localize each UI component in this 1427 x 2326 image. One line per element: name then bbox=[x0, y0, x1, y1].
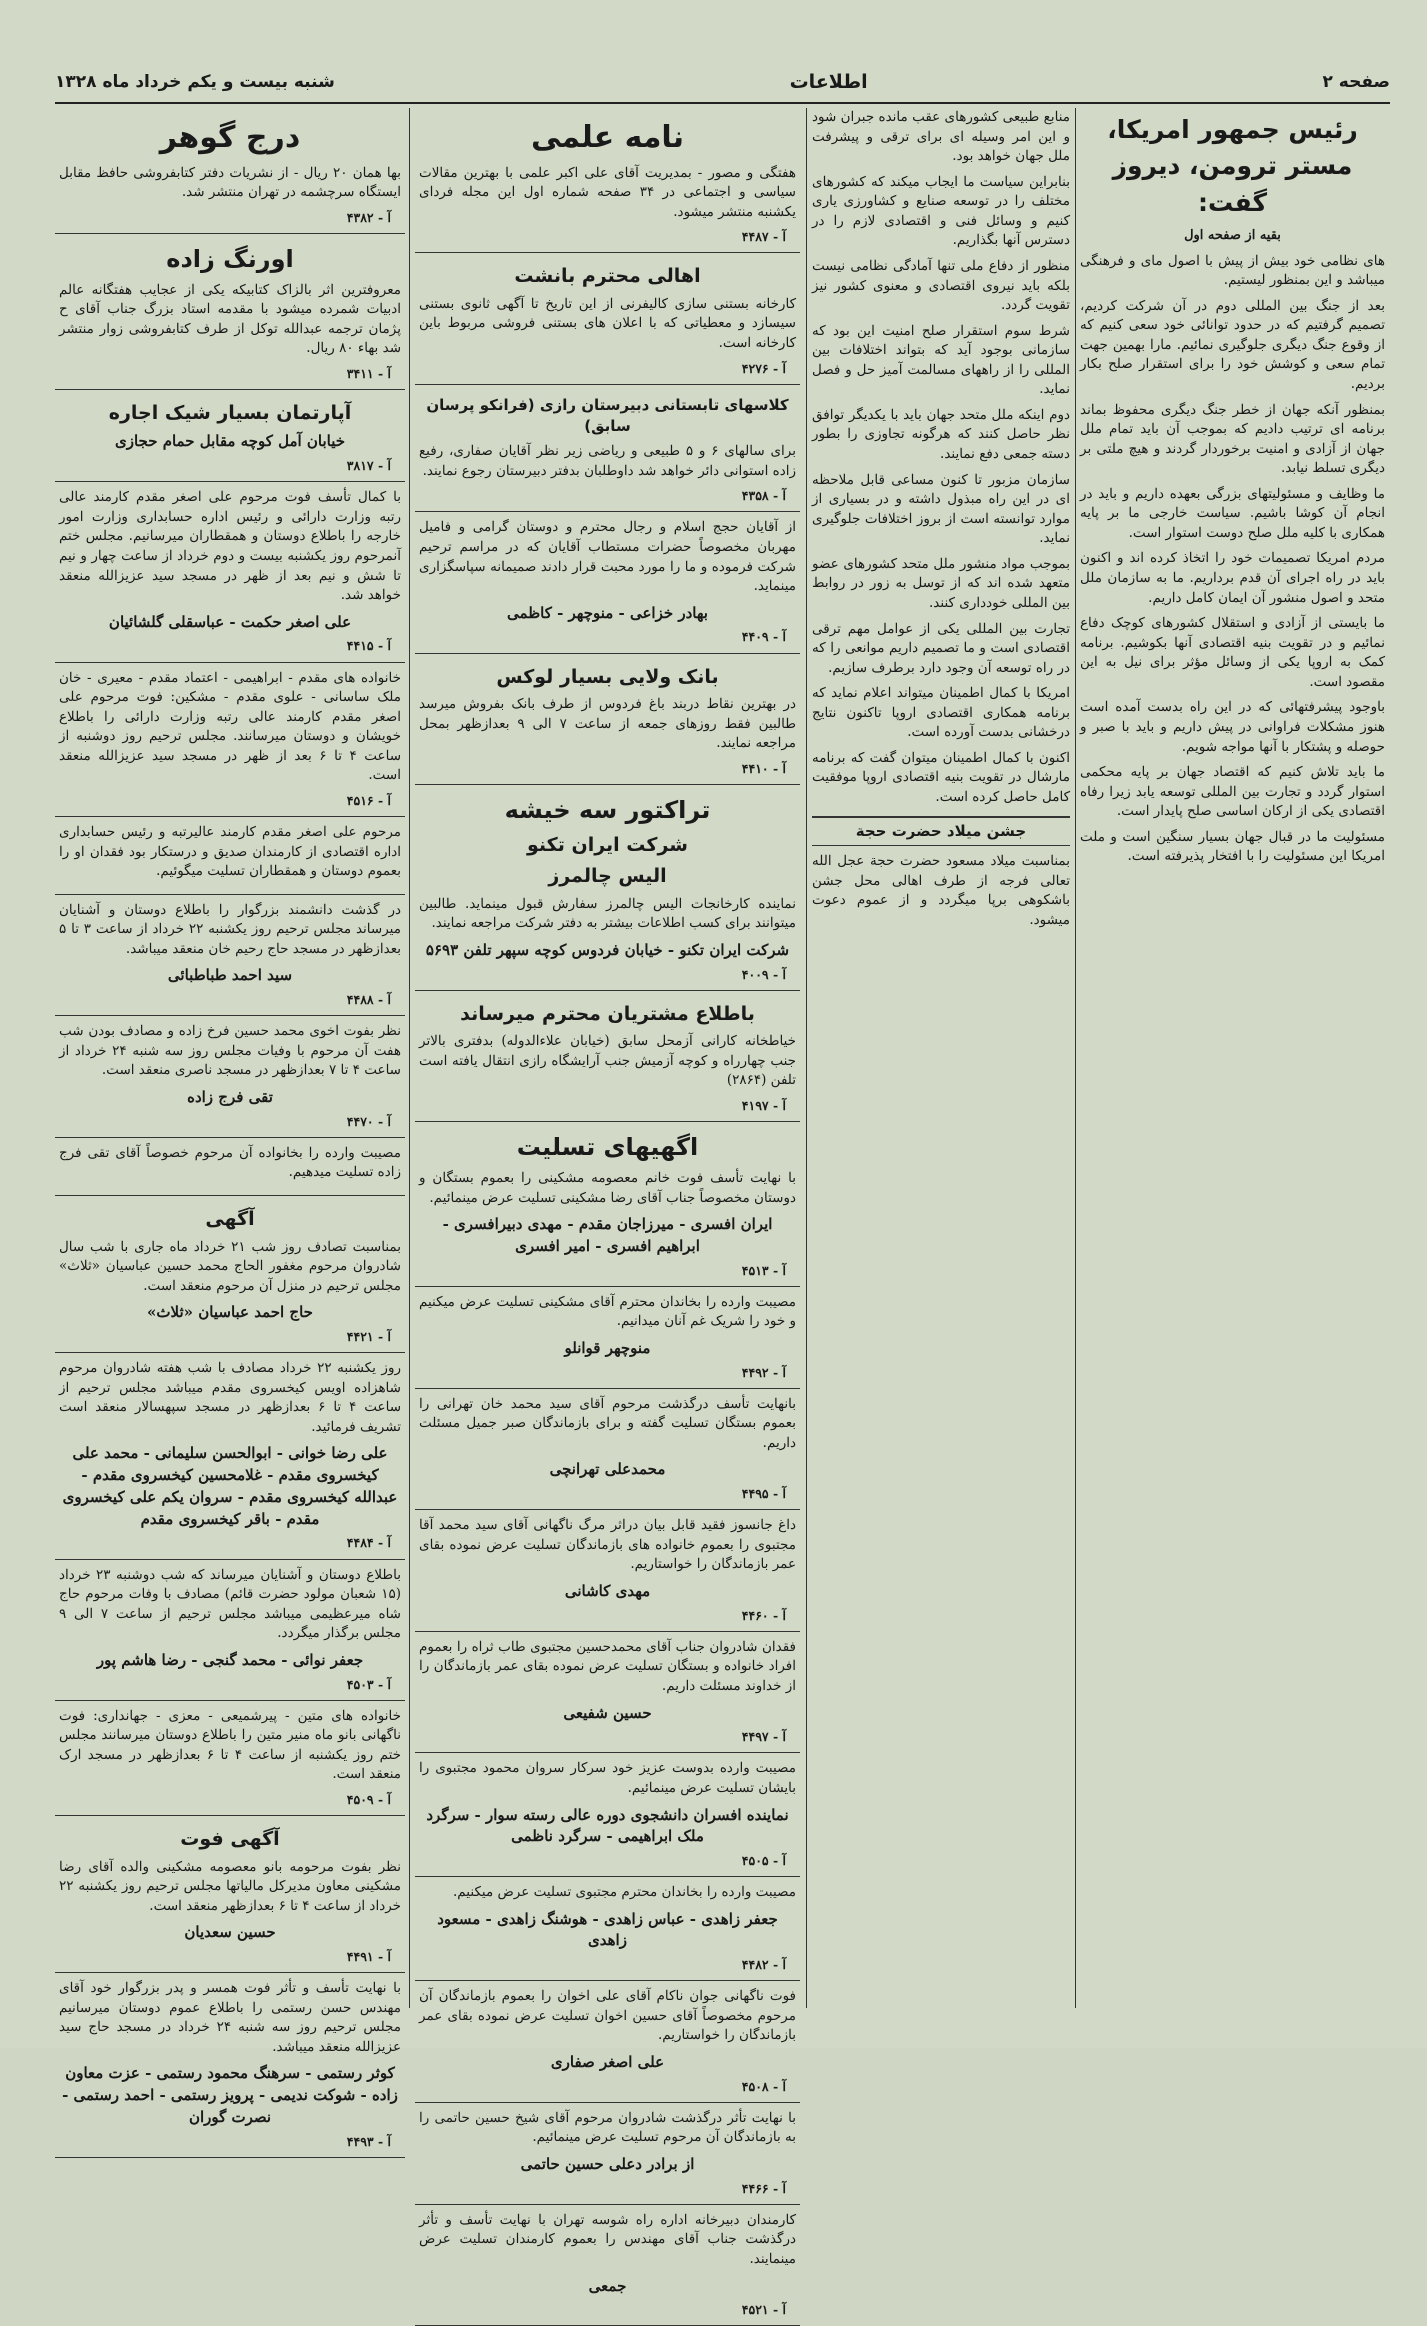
ad-text: نماینده کارخانجات الیس چالمرز سفارش قبول مینماید. طالبین میتوانند برای کسب اطلاعات بیشتر به دفتر شرکت مراجعه نمایند. bbox=[419, 895, 796, 932]
notice-signature: علی اصغر صفاری bbox=[550, 2053, 665, 2072]
notice-signature: از برادر دعلی حسین حاتمی bbox=[520, 2155, 695, 2174]
ad-code: آ - ۴۳۵۸ bbox=[741, 488, 786, 504]
ad-text: خیابان آمل کوچه مقابل حمام حجازی bbox=[114, 432, 346, 451]
celebration-title: جشن میلاد حضرت حجة bbox=[812, 816, 1070, 847]
notice-code: آ - ۴۴۸۲ bbox=[741, 1957, 786, 1973]
ad-code: آ - ۳۸۱۷ bbox=[346, 458, 391, 474]
ad-ice-cream bbox=[415, 253, 800, 384]
ad-title: باطلاع مشتریان محترم میرساند bbox=[460, 1002, 755, 1025]
notice-code: آ - ۴۴۷۰ bbox=[346, 1113, 391, 1129]
notice-code: آ - ۴۴۹۵ bbox=[741, 1486, 786, 1502]
notice-code: آ - ۴۴۶۰ bbox=[741, 1607, 786, 1623]
announcement-text: نظر بفوت مرحومه بانو معصومه مشکینی والده آقای رضا مشکینی معاون مدیرکل مالیاتها مجلس ترحیم روز یکشنبه ۲۲ خرداد از ساعت ۴ تا ۶ بعدازظهر منعقد است. bbox=[59, 1858, 401, 1914]
notice-code: آ - ۴۵۰۸ bbox=[741, 2078, 786, 2094]
article-paragraph: سازمان مزبور تا کنون مساعی قابل ملاحظه ای در این راه مبذول داشته و در بسیاری از موارد توانسته است از بروز اختلافات جلوگیری نماید. bbox=[812, 471, 1070, 547]
article-paragraph: دوم اینکه ملل متحد جهان باید با یکدیگر توافق نظر حاصل کنند که هرگونه تجاوزی را بطور دسته جمعی دفع نمایند. bbox=[812, 406, 1070, 462]
article-paragraph: مردم امریکا تصمیمات خود را اتخاذ کرده اند و اکنون باید در راه اجرای آن قدم برداریم. ما به سازمان ملل متحد و اصول منشور آن ایمان کامل داریم. bbox=[1080, 550, 1385, 606]
condolence-notice bbox=[415, 1981, 800, 2103]
notice-signature: نماینده افسران دانشجوی دوره عالی رسته سوار - سرگرد ملک ابراهیمی - سرگرد ناظمی bbox=[426, 1805, 789, 1846]
notice-code: آ - ۴۴۹۳ bbox=[346, 2133, 391, 2149]
ad-summer-classes bbox=[415, 385, 800, 513]
article-paragraph: منظور از دفاع ملی تنها آمادگی نظامی نیست بلکه باید نیروی اقتصادی و معنوی کشور نیز تقویت گردد. bbox=[812, 257, 1070, 314]
notice-signature: جمعی bbox=[588, 2276, 627, 2295]
ads-column bbox=[415, 108, 800, 2318]
death-notice bbox=[55, 1138, 405, 1196]
notice-code: آ - ۴۵۰۹ bbox=[346, 1791, 391, 1807]
notice-code: آ - ۴۴۸۴ bbox=[346, 1535, 391, 1551]
article-headline: رئیس جمهور امریکا، مستر ترومن، دیروز گفت: bbox=[1107, 115, 1358, 217]
condolence-section bbox=[415, 1122, 800, 1287]
notice-signature: محمدعلی تهرانچی bbox=[549, 1460, 666, 1479]
article-paragraph: های نظامی خود بیش از پیش با اصول مای و فرهنگی میباشد و این بمنظور لیستیم. bbox=[1080, 252, 1385, 289]
notice-signature: منوچهر قوانلو bbox=[564, 1338, 651, 1357]
condolence-notice bbox=[415, 1877, 800, 1981]
notice-signature: ایران افسری - میرزاجان مقدم - مهدی دبیرافسری - ابراهیم افسری - امیر افسری bbox=[442, 1215, 773, 1255]
announcement-code: آ - ۴۴۹۱ bbox=[346, 1949, 391, 1964]
memorial-notice bbox=[55, 1560, 405, 1701]
notice-text: روز یکشنبه ۲۲ خرداد مصادف با شب هفته شادروان مرحوم شاهزاده اویس کیخسروی مقدم میباشد مجلس ترحیم از ساعت ۴ تا ۶ بعدازظهر در مسجد سپهسالار منعقد است تشریف فرمائید. bbox=[59, 1360, 402, 1435]
column-rule bbox=[806, 108, 807, 2008]
notice-code: آ - ۴۴۱۵ bbox=[346, 638, 391, 654]
ad-text: هفتگی و مصور - بمدیریت آقای علی اکبر علمی با بهترین مقالات سیاسی و اجتماعی در ۳۴ صفحه شماره اول این مجله فردای یکشنبه منتشر میشود. bbox=[419, 164, 796, 220]
condolence-notice bbox=[415, 1753, 800, 1877]
ad-code: آ - ۴۴۰۹ bbox=[741, 629, 786, 645]
notice-text: با نهایت تأسف فوت خانم معصومه مشکینی را بعموم بستگان و دوستان مخصوصاً جناب آقای رضا مشکینی تسلیت عرض مینمائیم. bbox=[419, 1169, 796, 1206]
ad-title: کلاسهای تابستانی دبیرستان رازی (فرانکو پرسان سابق) bbox=[426, 395, 789, 436]
ad-text: از آقایان حجج اسلام و رجال محترم و دوستان گرامی و فامیل مهربان مخصوصاً حضرات مستطاب آقایان که در مراسم ترحیم شرکت فرموده و ما را مورد محبت قرار دادند صمیمانه سپاسگزاری مینماید. bbox=[419, 519, 796, 595]
article-paragraph: امریکا با کمال اطمینان میتواند اعلام نماید که برنامه همکاری اقتصادی اروپا تاکنون نتایج درخشانی بدست آورده است. bbox=[812, 685, 1070, 741]
ad-subscribers bbox=[415, 991, 800, 1122]
article-paragraph: منابع طبیعی کشورهای عقب مانده جبران شود و این امر وسیله ای برای ترقی و پیشرفت ملل جهان خواهد بود. bbox=[812, 109, 1070, 165]
memorial-notice bbox=[55, 1701, 405, 1816]
announcement-code: آ - ۴۴۲۱ bbox=[346, 1329, 391, 1345]
notice-text: نظر بفوت اخوی محمد حسین فرخ زاده و مصادف بودن شب هفت آن مرحوم با وفیات مجلس روز سه شنبه ۲۴ خرداد از ساعت ۴ تا ۷ بعدازظهر در مسجد ناصری منعقد است. bbox=[59, 1023, 401, 1079]
notice-code: آ - ۴۵۲۱ bbox=[741, 2302, 786, 2318]
notice-code: آ - ۴۵۰۵ bbox=[741, 1853, 786, 1869]
announcement bbox=[55, 1196, 405, 1353]
ad-thanks bbox=[415, 512, 800, 653]
notice-signature: سید احمد طباطبائی bbox=[167, 966, 293, 985]
article-paragraph: ما بایستی از آزادی و استقلال کشورهای کوچک دفاع نمائیم و در تقویت بنیه اقتصادی آنها بکوشیم. برنامه کمک به اروپا یکی از وسائل مؤثر برای نیل به این مقصود است. bbox=[1080, 615, 1385, 690]
ad-title: نامه علمی bbox=[531, 120, 684, 155]
announcement-signature: حاج احمد عباسیان «ثلاث» bbox=[147, 1303, 313, 1322]
masthead bbox=[55, 62, 1390, 104]
ad-code: آ - ۳۴۱۱ bbox=[346, 365, 391, 381]
death-notice bbox=[55, 663, 405, 818]
notice-signature: حسین شفیعی bbox=[563, 1703, 652, 1722]
condolence-notice bbox=[415, 2205, 800, 2326]
announcement-title: آگهی bbox=[205, 1208, 255, 1231]
condolence-notice bbox=[415, 2103, 800, 2205]
article-paragraph: شرط سوم استقرار صلح امنیت این بود که سازمانی بوجود آید که بتواند اختلافات بین المللی را از راههای مسالمت آمیز حل و فصل نماید. bbox=[812, 322, 1070, 398]
condolence-notice bbox=[415, 1287, 800, 1389]
condolence-notice bbox=[415, 1632, 800, 1754]
notice-code: آ - ۴۴۸۸ bbox=[346, 992, 391, 1008]
notice-text: مصیبت وارده را بخاندان محترم مجتبوی تسلیت عرض میکنیم. bbox=[453, 1884, 796, 1901]
notice-code: آ - ۴۴۶۶ bbox=[741, 2180, 786, 2196]
ad-title: آپارتمان بسیار شیک اجاره bbox=[108, 401, 352, 424]
page-label: صفحه ۲ bbox=[1322, 72, 1390, 92]
article-paragraph: تجارت بین المللی یکی از عوامل مهم ترقی اقتصادی است و ما تصمیم داریم موانعی را که در راه توسعه آن وجود دارد برطرف سازیم. bbox=[812, 620, 1070, 676]
ad-text: بها همان ۲۰ ریال - از نشریات دفتر کتابفروشی حافظ مقابل ایستگاه سرچشمه در تهران منتشر شد. bbox=[59, 164, 401, 201]
death-notice bbox=[55, 817, 405, 895]
section-title: اگهیهای تسلیت bbox=[516, 1133, 699, 1162]
notice-text: مصیبت وارده را بخاندان محترم آقای مشکینی تسلیت عرض میکنیم و خود را شریک غم آنان میدانیم. bbox=[419, 1293, 796, 1330]
condolence-notice bbox=[415, 1510, 800, 1632]
continued-note: بقیه از صفحه اول bbox=[1184, 227, 1281, 243]
ad-address: شرکت ایران تکنو - خیابان فردوس کوچه سپهر تلفن ۵۶۹۳ bbox=[425, 940, 790, 959]
ad-title: درج گوهر bbox=[159, 120, 301, 155]
notice-code: آ - ۴۵۰۳ bbox=[346, 1676, 391, 1692]
article-column bbox=[1080, 108, 1385, 2008]
ad-code: آ - ۴۴۱۰ bbox=[741, 760, 786, 776]
notices-column bbox=[55, 108, 405, 2149]
article-paragraph: بمنظور آنکه جهان از خطر جنگ دیگری محفوظ بماند برنامه ای ترتیب دادیم که بموجب آن باید تمام ملل جهان از آزادی و امنیت برخوردار گردند و هیچ ملتی بر دیگری تسلط نیابد. bbox=[1080, 401, 1385, 477]
notice-code: آ - ۴۵۱۳ bbox=[741, 1262, 786, 1278]
announcement-text: بمناسبت تصادف روز شب ۲۱ خرداد ماه جاری با شب سال شادروان مرحوم مغفور الحاج محمد حسین عباسیان «ثلاث» مجلس ترحیم در منزل آن مرحوم منعقد است. bbox=[59, 1238, 401, 1294]
ad-code: آ - ۴۲۷۶ bbox=[741, 360, 786, 376]
notice-signature: علی رضا خوانی - ابوالحسن سلیمانی - محمد علی کیخسروی مقدم - غلامحسین کیخسروی مقدم - عبدالله کیخسروی مقدم - سروان یکم علی کیخسروی مقدم - باقر کیخسروی مقدم bbox=[62, 1444, 398, 1528]
announcement-title: آگهی فوت bbox=[180, 1828, 280, 1851]
ad-text: کارخانه بستنی سازی کالیفرنی از این تاریخ تا آگهی ثانوی بستنی سیسازد و معطیاتی که با اعلان های بستنی فروشی مربوط باین کارخانه است. bbox=[419, 295, 796, 351]
ad-durj-gohar bbox=[55, 108, 405, 234]
ad-code: آ - ۴۱۹۷ bbox=[741, 1098, 786, 1114]
article-paragraph: اکنون با کمال اطمینان میتوان گفت که برنامه مارشال در تقویت بنیه اقتصادی اروپا موفقیت کامل حاصل کرده است. bbox=[812, 749, 1070, 805]
ad-title: بانک ولایی بسیار لوکس bbox=[496, 665, 719, 688]
notice-text: فوت ناگهانی جوان ناکام آقای علی اخوان را بعموم بازماندگان آن مرحوم مخصوصاً آقای حسین اخوان تسلیت عرض نموده بقای عمر بازماندگان را خواستاریم. bbox=[419, 1988, 796, 2044]
ad-tractor bbox=[415, 785, 800, 991]
memorial-notice bbox=[55, 1973, 405, 2158]
notice-text: با نهایت تأسف و تأثر فوت همسر و پدر بزرگوار خود آقای مهندس حسن رستمی را باطلاع عموم دوستان میرسانیم مجلس ترحیم روز سه شنبه ۲۴ خرداد در مسجد حاج سید عزیزالله منعقد میباشد. bbox=[59, 1980, 402, 2055]
ad-science-magazine bbox=[415, 108, 800, 253]
ad-apartment bbox=[55, 390, 405, 482]
notice-signature: جعفر نوائی - محمد گنجی - رضا هاشم پور bbox=[96, 1650, 364, 1669]
paper-name: اطلاعات bbox=[789, 71, 868, 93]
notice-text: با کمال تأسف فوت مرحوم علی اصغر مقدم کارمند عالی رتبه وزارت دارائی و رئیس اداره حسابداری وزارت امور خارجه را باطلاع دوستان و همقطاران میرسانیم. مجلس ختم آنمرحوم روز یکشنبه بیست و دوم خرداد از ساعت چهار و نیم تا شش و نیم بعد از ظهر در مسجد سید عزیزالله منعقد خواهد شد. bbox=[59, 489, 401, 604]
ad-text: برای سالهای ۶ و ۵ طبیعی و ریاضی زیر نظر آقایان صفاری، رفیع زاده استوانی دائر خواهد شد داوطلبان بدفتر دبیرستان رجوع نمایند. bbox=[419, 443, 796, 479]
death-announcement bbox=[55, 1816, 405, 1973]
ad-title: اورنگ زاده bbox=[166, 244, 294, 273]
notice-text: بانهایت تأسف درگذشت مرحوم آقای سید محمد خان تهرانی را بعموم بستگان تسلیت گفته و برای بازماندگان صبر جمیل مسئلت داریم. bbox=[419, 1395, 796, 1451]
announcement-signature: حسین سعدیان bbox=[184, 1923, 276, 1942]
notice-text: با نهایت تأثر درگذشت شادروان مرحوم آقای شیخ حسین حاتمی را به بازماندگان آن مرحوم تسلیت عرض مینمائیم. bbox=[419, 2109, 796, 2146]
article-paragraph: بنابراین سیاست ما ایجاب میکند که کشورهای مختلف را در توسعه صنایع و کشاورزی یاری کنیم و وسائل فنی و اقتصادی لازم را در دسترس آنها بگذاریم. bbox=[812, 173, 1070, 249]
ad-code: آ - ۴۴۸۷ bbox=[741, 229, 786, 245]
notice-signature: علی اصغر حکمت - عباسقلی گلشائیان bbox=[108, 612, 352, 631]
notice-text: باطلاع دوستان و آشنایان میرساند که شب دوشنبه ۲۳ خرداد (۱۵ شعبان مولود حضرت قائم) مصادف با وفات مرحوم حاج شاه میرعظیمی میباشد مجلس ترحیم از ساعت ۷ الی ۹ مجلس برگذار میگردد. bbox=[59, 1566, 401, 1642]
article-continuation-column bbox=[812, 108, 1070, 2008]
notice-text: کارمندان دبیرخانه اداره راه شوسه تهران با نهایت تأسف و تأثر درگذشت جناب آقای مهندس را بعموم کارمندان تسلیت عرض مینمایند. bbox=[419, 2211, 796, 2268]
notice-text: فقدان شادروان جناب آقای محمدحسین مجتبوی طاب ثراه را بعموم افراد خانواده و بستگان تسلیت عرض نموده بقای عمر بازماندگان را از خداوند مسئلت داریم. bbox=[419, 1638, 796, 1694]
death-notice bbox=[55, 1016, 405, 1138]
issue-date: شنبه بیست و یکم خرداد ماه ۱۳۲۸ bbox=[55, 72, 335, 92]
notice-text: خانواده های متین - پیرشمیعی - معزی - جهانداری: فوت ناگهانی بانو ماه منیر متین را باطلاع دوستان میرسانند مجلس ختم روز یکشنبه از ساعت ۴ تا ۶ بعدازظهر در مسجد ارک منعقد است. bbox=[59, 1707, 401, 1783]
notice-signature: جعفر زاهدی - عباس زاهدی - هوشنگ زاهدی - مسعود زاهدی bbox=[437, 1909, 778, 1950]
article-paragraph: مسئولیت ما در قبال جهان بسیار سنگین است و ملت امریکا این مسئولیت را با افتخار پذیرفته است. bbox=[1080, 828, 1385, 865]
article-paragraph: بعد از جنگ بین المللی دوم در آن شرکت کردیم، تصمیم گرفتیم که در حدود توانائی خود سعی کنیم که از وقوع جنگ دیگری جلوگیری نمائیم. مارا بهمین جهت تمام سعی و کوشش خود را برای استقرار صلح بکار بردیم. bbox=[1080, 297, 1385, 392]
ad-title: تراکتور سه خیشه bbox=[504, 795, 711, 824]
notice-signature: تقی فرج زاده bbox=[187, 1088, 273, 1107]
ad-title: اهالی محترم بانشت bbox=[514, 265, 701, 288]
notice-text: خانواده های مقدم - ابراهیمی - اعتماد مقدم - معیری - خان ملک ساسانی - علوی مقدم - مشکین: فوت مرحوم علی اصغر مقدم کارمند عالی رتبه وزارت دارائی را باطلاع خویشان و دوستان میرسانند. مجلس ترحیم روز دوشنبه از ساعت ۴ تا ۶ بعد از ظهر در مسجد سید عزیزالله منعقد است. bbox=[59, 669, 402, 784]
notice-text: مصیبت وارده را بخانواده آن مرحوم خصوصاً آقای تقی فرج زاده تسلیت میدهیم. bbox=[59, 1144, 401, 1181]
notice-text: مصیبت وارده بدوست عزیز خود سرکار سروان محمود مجتبوی را بایشان تسلیت عرض مینمائیم. bbox=[419, 1760, 796, 1796]
notice-signature: کوثر رستمی - سرهنگ محمود رستمی - عزت معاون زاده - شوکت ندیمی - پرویز رستمی - احمد رستمی - نصرت گوران bbox=[62, 2064, 398, 2126]
memorial-notice bbox=[55, 1353, 405, 1559]
column-rule bbox=[1075, 108, 1076, 2008]
column-rule bbox=[409, 108, 410, 2008]
death-notice bbox=[55, 482, 405, 662]
ad-text: معروفترین اثر بالزاک کتابیکه یکی از عجایب هفتگانه عالم ادبیات شمرده میشود با مقدمه استاد بزرگ جناب آقای ح پژمان ترجمه عبدالله توکل از طرف کتابفروشی زوار منتشر شد بهاء ۸۰ ریال. bbox=[59, 281, 401, 357]
article-paragraph: بموجب مواد منشور ملل متحد کشورهای عضو متعهد شده اند که از توسل به زور در روابط بین المللی خودداری کنند. bbox=[812, 555, 1070, 611]
ad-brand: الیس چالمرز bbox=[548, 865, 667, 888]
article-paragraph: ما باید تلاش کنیم که اقتصاد جهان بر پایه محکمی استوار گردد و تجارت بین المللی توسعه یابد زیرا رفاه اقتصادی یکی از ارکان اساسی صلح پایدار است. bbox=[1080, 764, 1385, 820]
celebration-text: بمناسبت میلاد مسعود حضرت حجة عجل الله تعالی فرجه از طرف اهالی محل جشن باشکوهی برپا میگردد و از عموم دعوت میشود. bbox=[812, 853, 1070, 928]
death-notice bbox=[55, 895, 405, 1017]
article-paragraph: باوجود پیشرفتهائی که در این راه بدست آمده است هنوز مشکلات فراوانی در پیش داریم و باید با صبر و حوصله و پشتکار با آنها مواجه شویم. bbox=[1080, 699, 1385, 755]
notice-code: آ - ۴۴۹۲ bbox=[741, 1364, 786, 1380]
notice-signature: مهدی کاشانی bbox=[564, 1581, 651, 1600]
ad-villa bbox=[415, 654, 800, 785]
notice-code: آ - ۴۴۹۷ bbox=[741, 1729, 786, 1745]
notice-text: در گذشت دانشمند بزرگوار را باطلاع دوستان و آشنایان میرساند مجلس ترحیم روز یکشنبه ۲۲ خرداد از ساعت ۳ تا ۵ بعدازظهر در مسجد حاج رحیم خان منعقد میباشد. bbox=[59, 901, 401, 957]
ad-ourangzade bbox=[55, 234, 405, 390]
ad-text: خیاطخانه کارانی آزمحل سابق (خیابان علاءالدوله) بدفتری بالاتر جنب چهارراه و کوچه آزمیش جنب آرایشگاه رازی انتقال یافته است تلفن (۲۸۶۴) bbox=[419, 1033, 796, 1089]
ad-signature: بهادر خزاعی - منوچهر - کاظمی bbox=[507, 603, 708, 622]
notice-code: آ - ۴۵۱۶ bbox=[346, 792, 391, 808]
notice-text: داغ جانسوز فقید قابل بیان دراثر مرگ ناگهانی آقای سید محمد آقا مجتبوی را بعموم خانواده های بازماندگان تسلیت عرض نموده بقای عمر بازماندگان را خواستاریم. bbox=[419, 1517, 796, 1573]
ad-text: در بهترین نقاط دربند باغ فردوس از طرف بانک بفروش میرسد طالبین فقط روزهای جمعه از ساعت ۷ الی ۹ بعدازظهر بمحل مراجعه نمایند. bbox=[419, 696, 797, 752]
condolence-notice bbox=[415, 1389, 800, 1511]
article-paragraph: ما وظایف و مسئولیتهای بزرگی بعهده داریم و باید در انجام آن کوشا باشیم. سیاست خارجی ما بر پایه همکاری با کلیه ملل صلح دوست استوار است. bbox=[1080, 485, 1385, 541]
notice-text: مرحوم علی اصغر مقدم کارمند عالیرتبه و رئیس حسابداری اداره اقتصادی از کارمندان صدیق و درستکار بود فقدان او را بعموم دوستان و همقطاران تسلیت میگوئیم. bbox=[59, 824, 401, 880]
ad-code: آ - ۴۰۰۹ bbox=[741, 966, 786, 982]
ad-code: آ - ۴۳۸۲ bbox=[346, 209, 391, 225]
ad-company: شرکت ایران تکنو bbox=[527, 833, 688, 856]
